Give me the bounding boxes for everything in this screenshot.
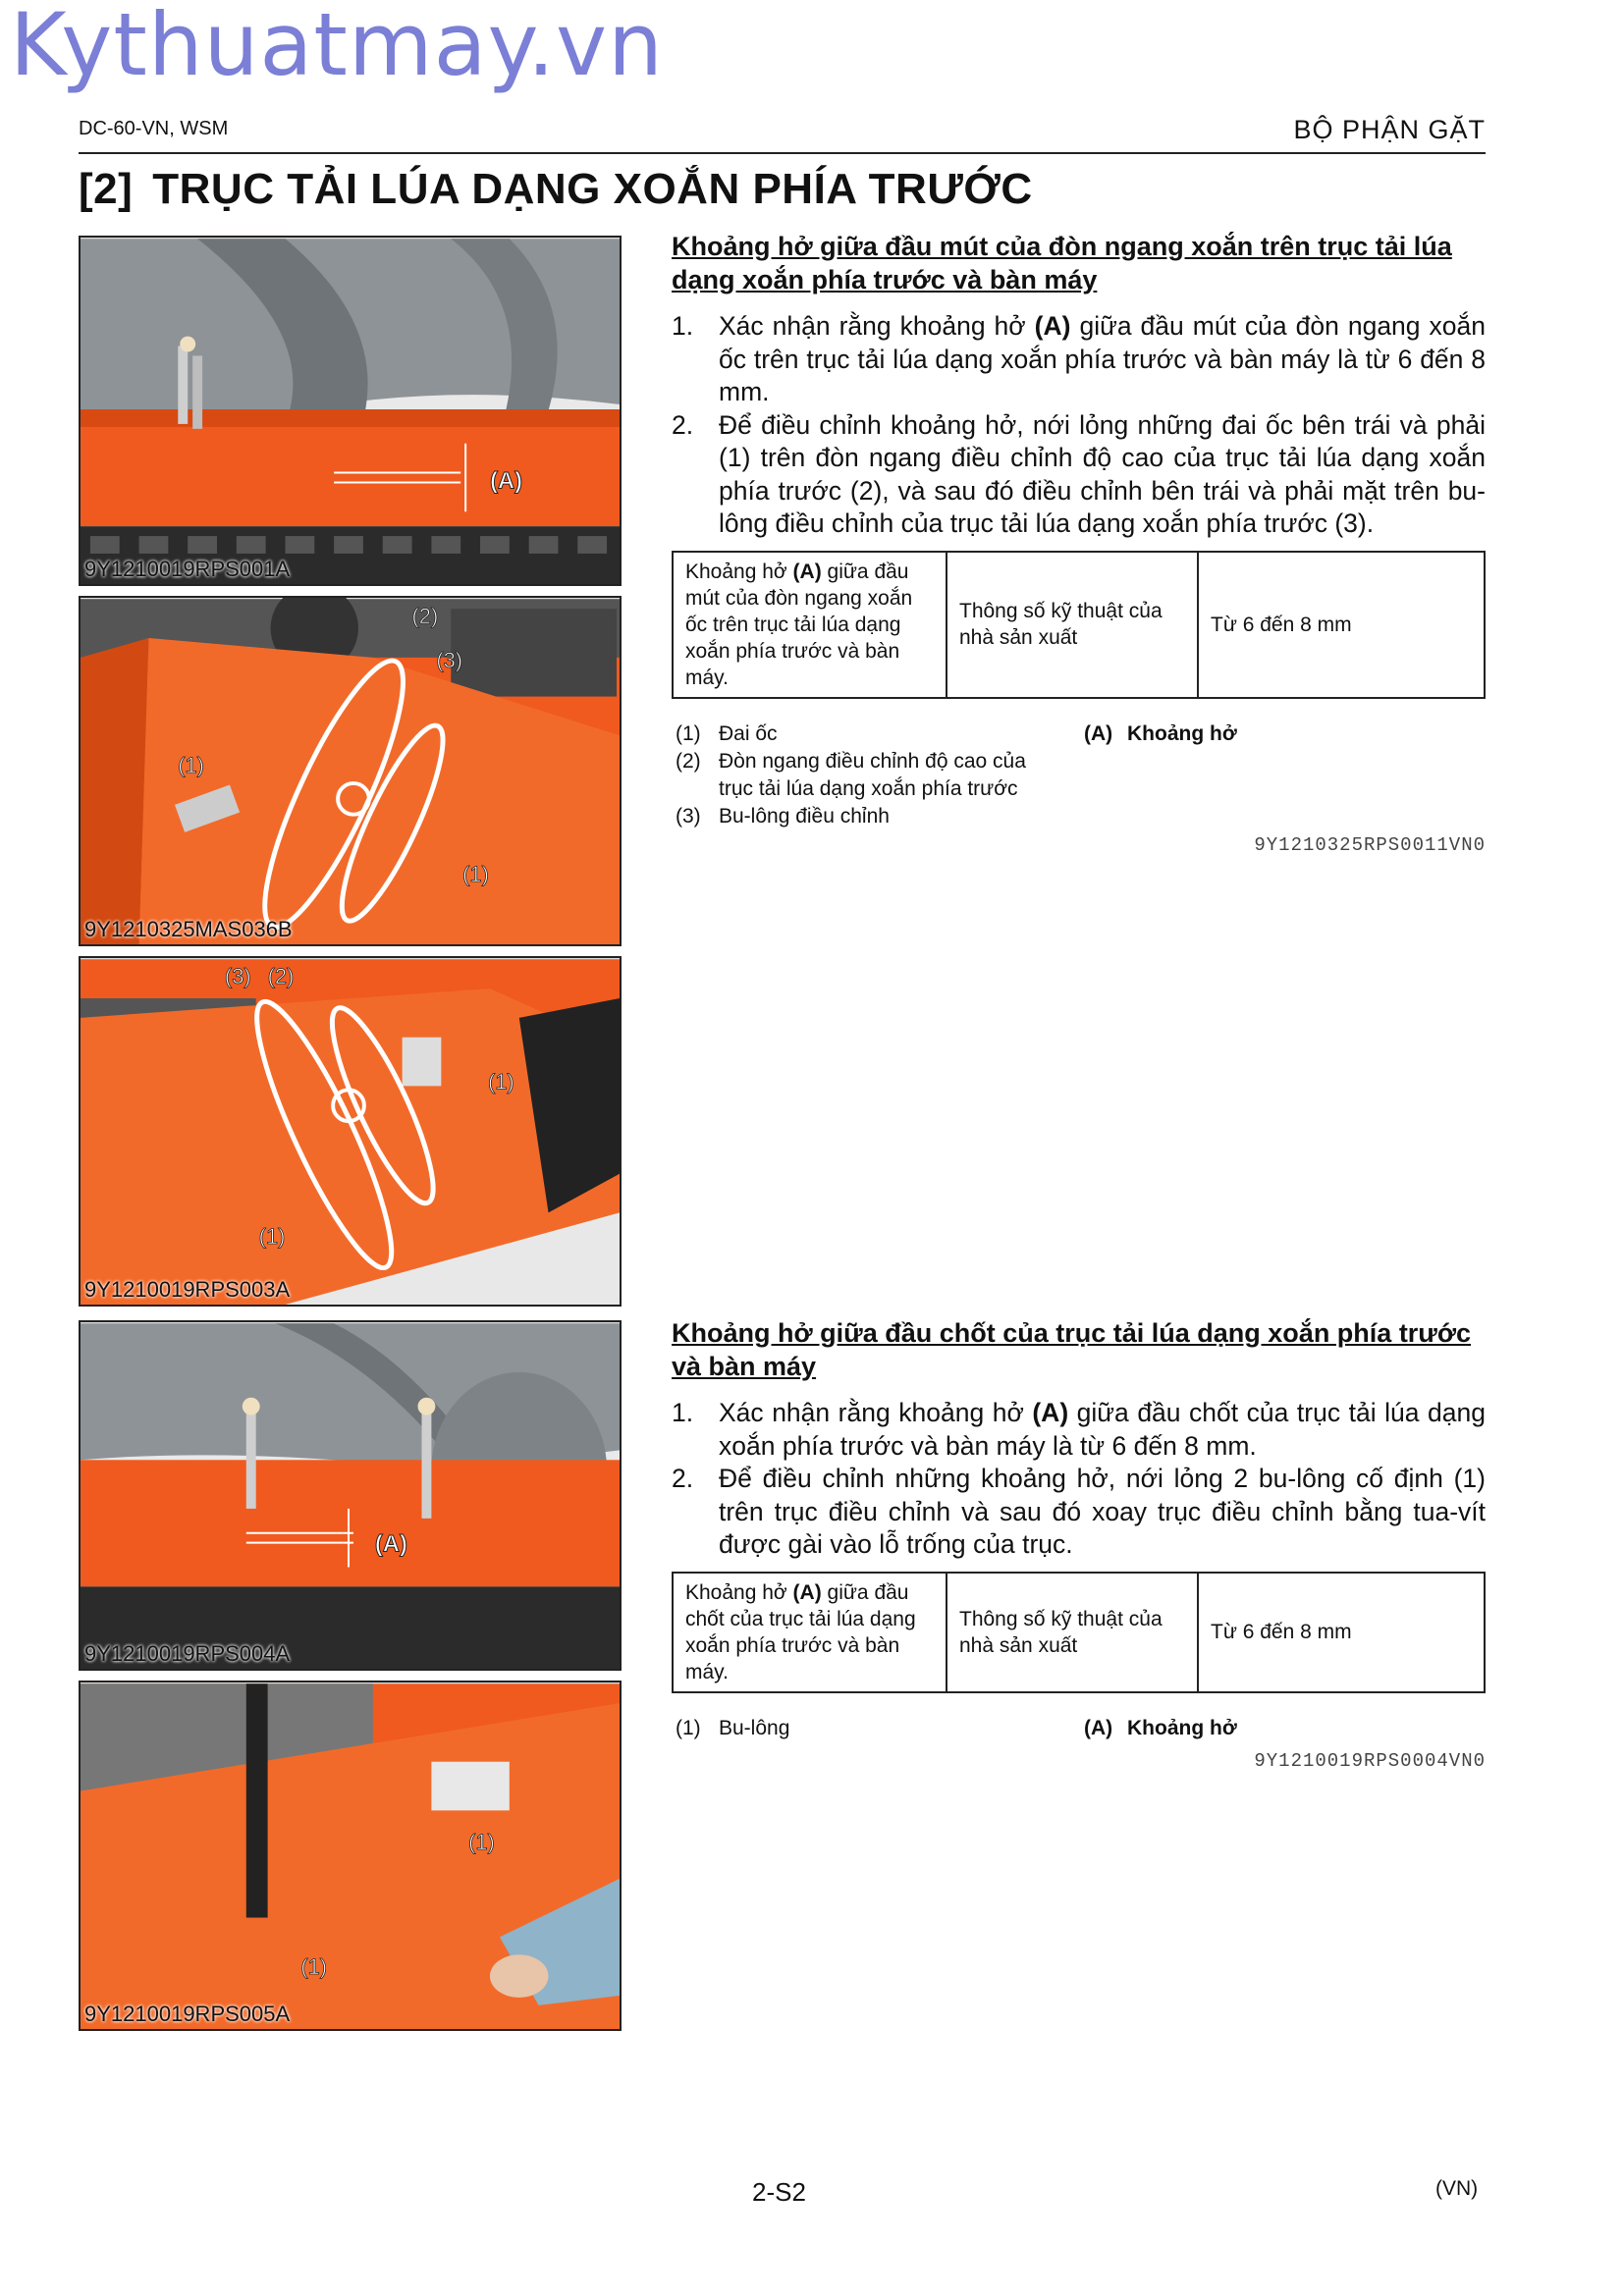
photo-caption: 9Y1210019RPS003A [84,1277,291,1302]
photo-caption: 9Y1210325MAS036B [84,917,293,941]
step-text: Xác nhận rằng khoảng hở [719,1398,1033,1427]
ref-code: 9Y1210325RPS0011VN0 [1254,833,1486,856]
legend-item: (A) Khoảng hở [1084,1716,1237,1739]
language-code: (VN) [1435,2177,1479,2200]
label-1a: (1) [258,1224,286,1250]
header-rule [79,152,1486,154]
legend-item: (1) Đai ốc [676,721,778,745]
section-heading: Khoảng hở giữa đầu chốt của trục tải lúa dạng xoắn phía trước và bàn máy [672,1318,1472,1381]
step-text: Để điều chỉnh những khoảng hở, nới lỏng 2 bu-lông cố định (1) trên trục điều chỉnh và sau đó xoay trục điều chỉnh bằng tua-vít được gài vào lỗ trống của trục. [719,1464,1486,1559]
label-2: (2) [267,964,295,989]
spec-item: Khoảng hở (A) giữa đầu mút của đòn ngang xoắn ốc trên trục tải lúa dạng xoắn phía trước và bàn máy. [673,552,947,698]
page-number: 2-S2 [752,2177,806,2207]
label-1a: (1) [468,1830,495,1855]
auger-pin-illustration [81,1322,620,1671]
label-A: (A) [374,1530,407,1558]
step-list [672,310,1486,541]
step-text: giữa đầu mút của đòn ngang xoắn ốc trên trục tải lúa dạng xoắn phía trước và bàn máy là từ 6 đến 8 mm. [719,311,1486,406]
label-3: (3) [436,647,463,672]
label-1b: (1) [300,1954,328,1980]
legend [672,721,1486,828]
photo-auger-pin-gap [79,1320,622,1671]
step-item [672,409,1486,541]
label-1b: (1) [462,862,489,887]
step-number: 1. [672,311,694,341]
step-item [672,310,1486,409]
ref-code: 9Y1210019RPS0004VN0 [1254,1749,1486,1772]
page-title [79,165,1033,214]
step-text: giữa đầu chốt của trục tải lúa dạng xoắn phía trước và bàn máy là từ 6 đến 8 mm. [719,1398,1486,1461]
title-text: TRỤC TẢI LÚA DẠNG XOẮN PHÍA TRƯỚC [152,165,1033,213]
title-number: [2] [79,165,134,213]
step-bold: (A) [1032,1398,1069,1427]
spec-kind: Thông số kỹ thuật của nhà sản xuất [947,552,1198,698]
step-number: 2. [672,1464,694,1493]
photo-caption: 9Y1210019RPS005A [84,2002,291,2026]
section-name: BỘ PHẬN GẶT [1293,115,1486,144]
spec-kind: Thông số kỹ thuật của nhà sản xuất [947,1573,1198,1692]
label-3: (3) [224,964,251,989]
section-heading: Khoảng hở giữa đầu mút của đòn ngang xoắn trên trục tải lúa dạng xoắn phía trước và bàn máy [672,232,1452,294]
fixing-bolts-illustration [81,1682,620,2031]
doc-code: DC-60-VN, WSM [79,118,229,139]
legend [672,1715,1486,1744]
legend-item: (1) Bu-lông [676,1716,790,1739]
label-1a: (1) [178,753,204,778]
step-item [672,1397,1486,1463]
adjust-bar-illustration [81,598,620,946]
photo-height-adjust-bar-right [79,956,622,1307]
spec-value: Từ 6 đến 8 mm [1198,552,1485,698]
step-text: Để điều chỉnh khoảng hở, nới lỏng những đai ốc bên trái và phải (1) trên đòn ngang điều chỉnh độ cao của trục tải lúa dạng xoắn phía trước (2), và sau đó điều chỉnh bên trái và phải mặt trên bu-lông điều chỉnh của trục tải lúa dạng xoắn phía trước (3). [719,409,1486,538]
photo-fixing-bolts [79,1681,622,2031]
legend-item: (2) Đòn ngang điều chỉnh độ cao của trục tải lúa dạng xoắn phía trước [676,749,1026,800]
label-A: (A) [489,467,523,495]
step-text: Xác nhận rằng khoảng hở [719,311,1035,341]
adjust-bar-right-illustration [81,958,620,1307]
photo-auger-tine-gap [79,236,622,586]
section-tine-gap [672,230,1486,856]
photo-height-adjust-bar [79,596,622,946]
spec-value: Từ 6 đến 8 mm [1198,1573,1485,1692]
label-1b: (1) [487,1069,514,1095]
step-list [672,1397,1486,1562]
step-number: 1. [672,1398,694,1427]
step-number: 2. [672,409,694,440]
spec-table [672,1572,1486,1693]
legend-item: (3) Bu-lông điều chỉnh [676,804,890,828]
legend-item: (A) Khoảng hở [1084,721,1237,745]
section-pin-gap [672,1316,1486,1772]
photo-caption: 9Y1210019RPS001A [84,557,291,581]
step-item [672,1463,1486,1562]
spec-item: Khoảng hở (A) giữa đầu chốt của trục tải lúa dạng xoắn phía trước và bàn máy. [673,1573,947,1692]
step-bold: (A) [1034,311,1071,341]
label-2: (2) [411,604,439,629]
auger-illustration [81,238,620,586]
photo-caption: 9Y1210019RPS004A [84,1641,291,1666]
watermark: Kythuatmay.vn [10,0,664,95]
spec-table [672,551,1486,699]
